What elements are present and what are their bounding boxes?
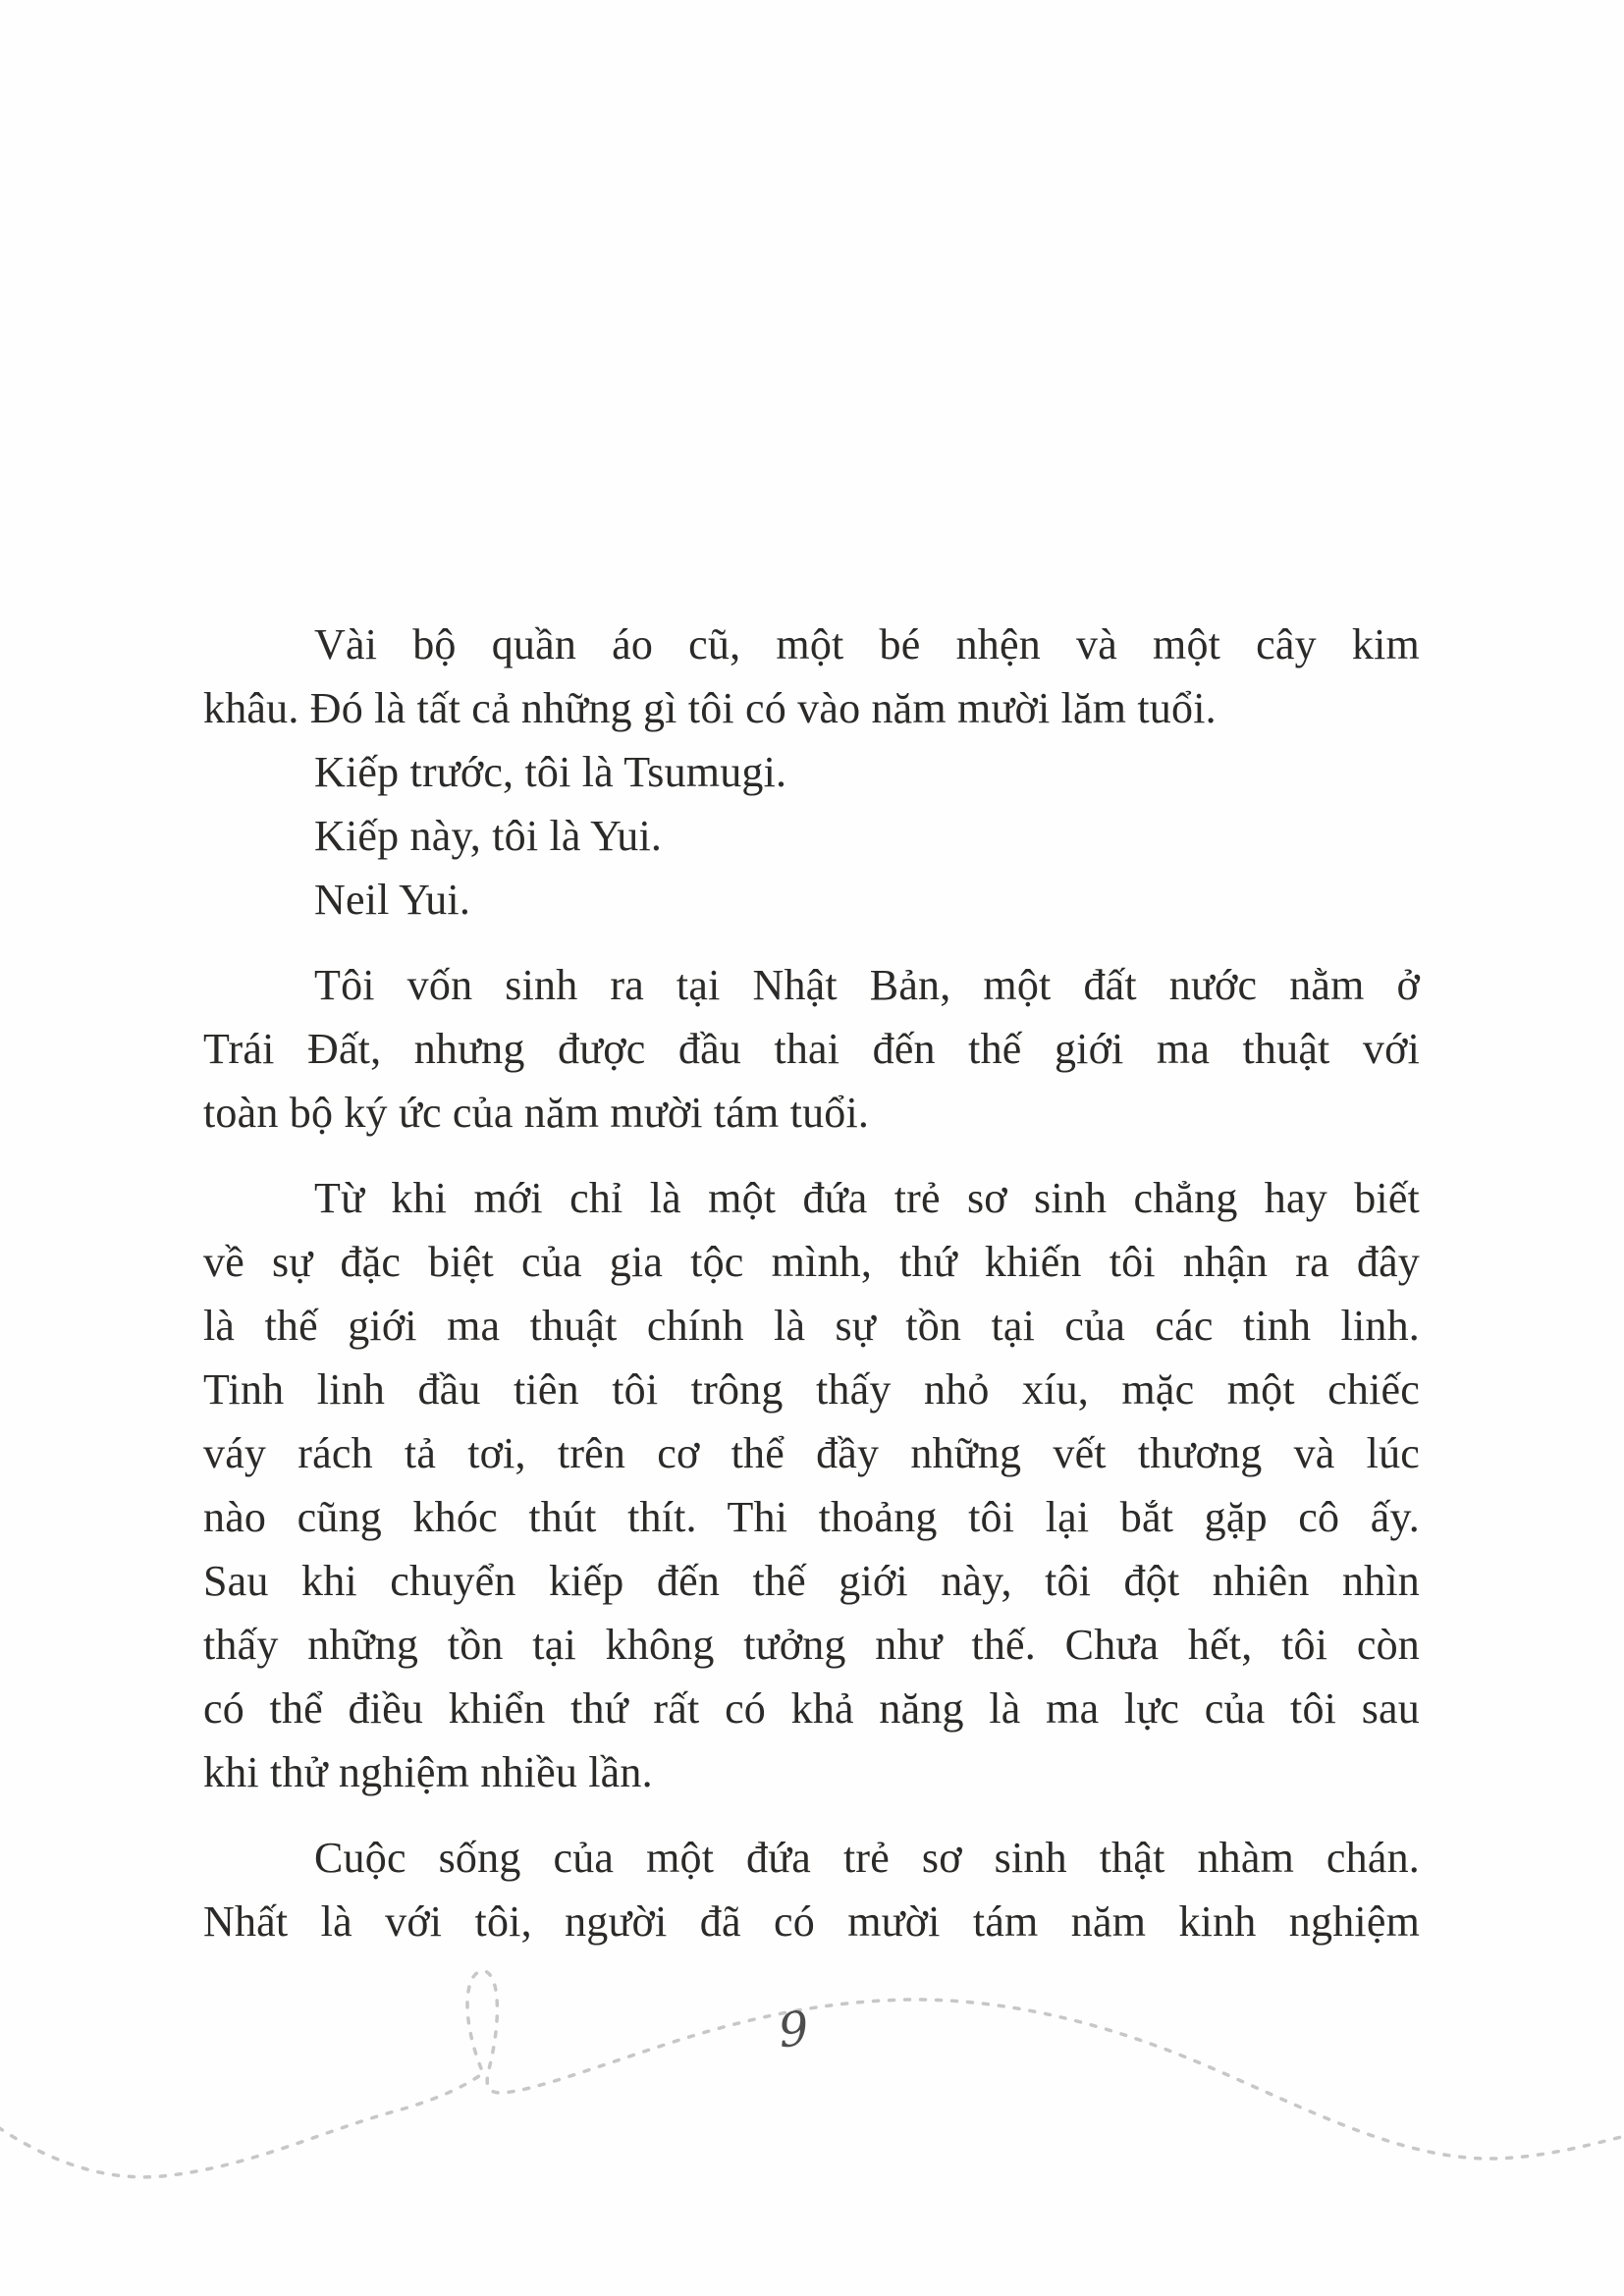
text-line: váy rách tả tơi, trên cơ thể đầy những vết thương và lúc bbox=[203, 1429, 1420, 1477]
text-line: Neil Yui. bbox=[314, 876, 471, 924]
text-line: Sau khi chuyển kiếp đến thế giới này, tôi đột nhiên nhìn bbox=[203, 1557, 1420, 1605]
text-line: Vài bộ quần áo cũ, một bé nhện và một cây kim bbox=[314, 620, 1420, 668]
text-line: Trái Đất, nhưng được đầu thai đến thế giới ma thuật với bbox=[203, 1025, 1420, 1073]
text-line: khâu. Đó là tất cả những gì tôi có vào năm mười lăm tuổi. bbox=[203, 684, 1217, 732]
text-line: Kiếp này, tôi là Yui. bbox=[314, 812, 663, 860]
text-line: nào cũng khóc thút thít. Thi thoảng tôi lại bắt gặp cô ấy. bbox=[203, 1493, 1420, 1541]
text-line: về sự đặc biệt của gia tộc mình, thứ khiến tôi nhận ra đây bbox=[203, 1238, 1420, 1286]
text-line: toàn bộ ký ức của năm mười tám tuổi. bbox=[203, 1089, 870, 1137]
text-line: thấy những tồn tại không tưởng như thế. Chưa hết, tôi còn bbox=[203, 1621, 1420, 1669]
text-line: khi thử nghiệm nhiều lần. bbox=[203, 1748, 653, 1796]
text-line: có thể điều khiển thứ rất có khả năng là ma lực của tôi sau bbox=[203, 1684, 1420, 1733]
dashed-flourish-path bbox=[0, 1971, 1624, 2177]
text-line: Từ khi mới chỉ là một đứa trẻ sơ sinh chẳng hay biết bbox=[314, 1174, 1420, 1222]
text-line: là thế giới ma thuật chính là sự tồn tại của các tinh linh. bbox=[203, 1302, 1420, 1350]
text-line: Cuộc sống của một đứa trẻ sơ sinh thật nhàm chán. bbox=[314, 1834, 1420, 1882]
body-text bbox=[203, 613, 1420, 1953]
page-number: 9 bbox=[776, 2001, 812, 2059]
text-line: Kiếp trước, tôi là Tsumugi. bbox=[314, 748, 787, 796]
text-line: Tôi vốn sinh ra tại Nhật Bản, một đất nước nằm ở bbox=[314, 961, 1420, 1009]
text-line: Nhất là với tôi, người đã có mười tám năm kinh nghiệm bbox=[203, 1897, 1420, 1946]
text-line: Tinh linh đầu tiên tôi trông thấy nhỏ xíu, mặc một chiếc bbox=[203, 1365, 1420, 1414]
